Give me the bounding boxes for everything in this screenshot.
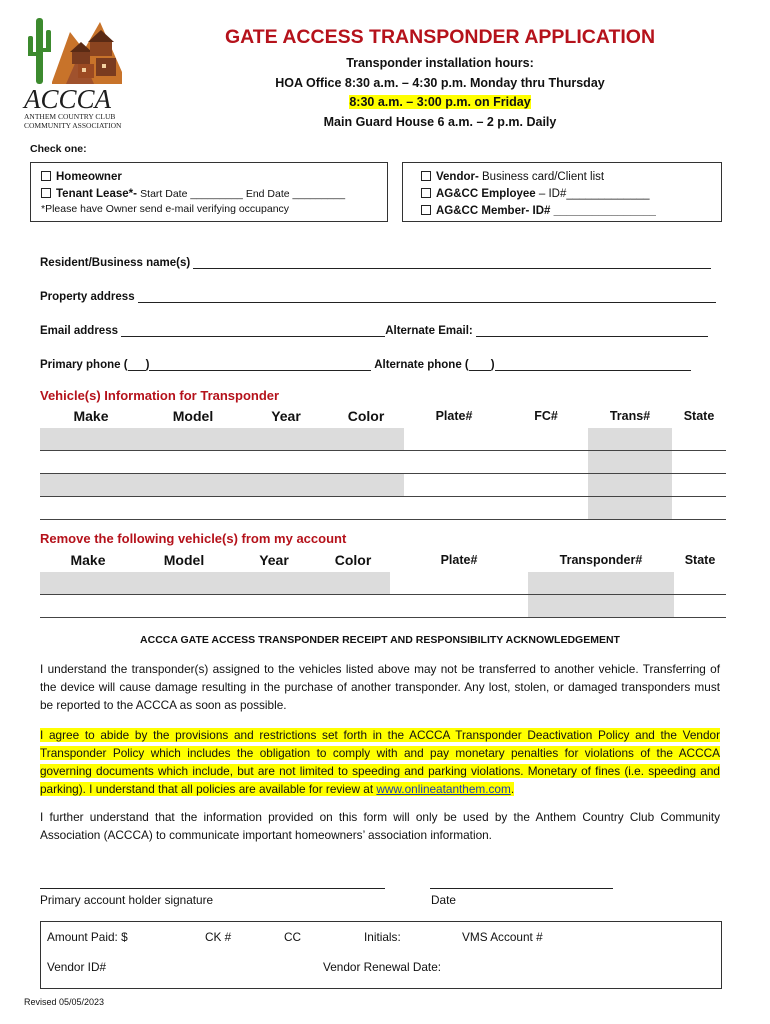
check-one-label: Check one: bbox=[30, 143, 87, 155]
tenant-note: *Please have Owner send e-mail verifying occupancy bbox=[41, 203, 290, 215]
homeowner-label: Homeowner bbox=[56, 171, 122, 183]
date-label: Date bbox=[431, 893, 456, 907]
end-date-field[interactable]: End Date _________ bbox=[242, 188, 346, 200]
vendor-renewal-label: Vendor Renewal Date: bbox=[323, 960, 442, 974]
vehicles-heading: Vehicle(s) Information for Transponder bbox=[40, 388, 280, 403]
resident-name-row bbox=[40, 256, 711, 269]
ck-label: CK # bbox=[205, 930, 232, 944]
col-state: State bbox=[683, 409, 715, 423]
acknowledgement-para-2 bbox=[40, 726, 720, 798]
employee-checkbox[interactable] bbox=[421, 188, 431, 198]
employee-label: AG&CC Employee bbox=[436, 188, 536, 200]
alt-phone-paren: ) bbox=[490, 359, 495, 371]
property-address-input[interactable] bbox=[138, 290, 716, 303]
primary-phone-input[interactable] bbox=[149, 358, 371, 371]
vehicles-header-row bbox=[40, 404, 726, 428]
start-date-field[interactable]: Start Date _________ bbox=[140, 188, 243, 200]
vendor-checkbox[interactable] bbox=[421, 171, 431, 181]
hours-line-2 bbox=[140, 93, 740, 113]
acknowledgement-title: ACCCA GATE ACCESS TRANSPONDER RECEIPT AND RESPONSIBILITY ACKNOWLEDGEMENT bbox=[140, 634, 620, 646]
employee-id-field[interactable]: – ID#_____________ bbox=[535, 188, 650, 200]
alt-phone-area-input[interactable] bbox=[469, 358, 491, 371]
vehicles-table bbox=[40, 404, 726, 520]
tenant-label: Tenant Lease bbox=[56, 188, 129, 200]
homeowner-checkbox[interactable] bbox=[41, 171, 51, 181]
col-fc: FC# bbox=[534, 409, 558, 423]
vendor-label: Vendor- bbox=[436, 171, 479, 183]
primary-phone-area-input[interactable] bbox=[128, 358, 146, 371]
resident-name-label: Resident/Business name(s) bbox=[40, 257, 191, 269]
form-title: GATE ACCESS TRANSPONDER APPLICATION bbox=[224, 26, 656, 48]
remove-col-plate: Plate# bbox=[440, 553, 478, 567]
para-2-end: . bbox=[510, 782, 515, 796]
acknowledgement-para-3: I further understand that the information provided on this form will only be used by the Anthem Country Club Community Association (ACCCA) to communicate important homeowners’ association information. bbox=[40, 810, 720, 842]
acknowledgement-para-1: I understand the transponder(s) assigned to the vehicles listed above may not be transferred to another vehicle. Transferring of the device will cause damage resulting in the purchase of another transponder. Any lost, stolen, or damaged transponders must be reported to the ACCCA as soon as possible. bbox=[40, 662, 720, 712]
table-row[interactable] bbox=[40, 474, 726, 497]
member-checkbox[interactable] bbox=[421, 205, 431, 215]
remove-col-state: State bbox=[684, 553, 716, 567]
col-color: Color bbox=[347, 408, 385, 424]
signature-line[interactable] bbox=[40, 888, 385, 889]
alt-phone-input[interactable] bbox=[495, 358, 691, 371]
table-row[interactable] bbox=[40, 451, 726, 474]
hours-title: Transponder installation hours: bbox=[346, 56, 534, 70]
member-id-field[interactable]: - ID# ________________ bbox=[525, 205, 656, 217]
alt-email-input[interactable] bbox=[476, 324, 708, 337]
para-2-text: I agree to abide by the provisions and restrictions set forth in the ACCCA Transponder Deactivation Policy and the Vendor Transponder Policy which includes the obligation to comply with and pay monetary penalties for violations of the ACCCA governing documents which include, but are not limited to speeding and parking violations. Monetary of fines (i.e. speeding and parking). I understand that all policies are available for review at bbox=[40, 728, 720, 796]
signature-label: Primary account holder signature bbox=[40, 893, 214, 907]
table-row[interactable] bbox=[40, 595, 726, 618]
phone-row bbox=[40, 358, 691, 371]
property-address-label: Property address bbox=[40, 291, 135, 303]
date-line[interactable] bbox=[430, 888, 613, 889]
logo-subtitle bbox=[24, 112, 121, 130]
email-label: Email address bbox=[40, 325, 118, 337]
tenant-checkbox[interactable] bbox=[41, 188, 51, 198]
vms-account-label: VMS Account # bbox=[462, 930, 543, 944]
hours-line-3: Main Guard House 6 a.m. – 2 p.m. Daily bbox=[323, 114, 557, 129]
primary-phone-label: Primary phone ( bbox=[40, 359, 128, 371]
hours-line-2-text: 8:30 a.m. – 3:00 p.m. on Friday bbox=[349, 95, 531, 109]
policies-link[interactable]: www.onlineatanthem.com bbox=[376, 782, 511, 796]
member-label: AG&CC Member bbox=[436, 205, 526, 217]
logo-sub-line1: ANTHEM COUNTRY CLUB bbox=[24, 112, 116, 121]
remove-col-model: Model bbox=[163, 552, 205, 568]
vendor-option[interactable] bbox=[421, 169, 656, 186]
col-trans: Trans# bbox=[609, 409, 651, 423]
initials-label: Initials: bbox=[364, 930, 401, 944]
email-input[interactable] bbox=[121, 324, 385, 337]
cc-label: CC bbox=[284, 930, 302, 944]
vendor-type-box bbox=[402, 162, 722, 222]
resident-name-input[interactable] bbox=[193, 256, 711, 269]
remove-col-transponder: Transponder# bbox=[559, 553, 643, 567]
installation-hours bbox=[140, 54, 740, 132]
remove-table bbox=[40, 548, 726, 618]
col-make: Make bbox=[73, 408, 109, 424]
revised-date: Revised 05/05/2023 bbox=[24, 997, 105, 1007]
vendor-note: Business card/Client list bbox=[478, 171, 605, 183]
office-use-box bbox=[40, 921, 722, 989]
vendor-id-label: Vendor ID# bbox=[47, 960, 107, 974]
amount-paid-label: Amount Paid: $ bbox=[47, 930, 128, 944]
table-row[interactable] bbox=[40, 497, 726, 520]
table-row[interactable] bbox=[40, 428, 726, 451]
email-row bbox=[40, 324, 708, 337]
remove-col-color: Color bbox=[334, 552, 372, 568]
col-year: Year bbox=[271, 408, 301, 424]
remove-col-year: Year bbox=[259, 552, 289, 568]
alt-phone-label: Alternate phone ( bbox=[374, 359, 469, 371]
col-model: Model bbox=[172, 408, 214, 424]
logo-sub-line2: COMMUNITY ASSOCIATION bbox=[24, 121, 122, 130]
col-plate: Plate# bbox=[435, 409, 473, 423]
resident-type-box bbox=[30, 162, 388, 222]
homeowner-option[interactable] bbox=[41, 169, 345, 186]
logo-text: ACCCA bbox=[24, 84, 112, 114]
remove-col-make: Make bbox=[70, 552, 106, 568]
table-row[interactable] bbox=[40, 572, 726, 595]
hours-line-1: HOA Office 8:30 a.m. – 4:30 p.m. Monday thru Thursday bbox=[275, 75, 605, 90]
primary-phone-paren: ) bbox=[145, 359, 150, 371]
remove-heading: Remove the following vehicle(s) from my account bbox=[40, 531, 347, 546]
remove-header-row bbox=[40, 548, 726, 572]
property-address-row bbox=[40, 290, 716, 303]
alt-email-label: Alternate Email: bbox=[385, 325, 473, 337]
member-option[interactable] bbox=[421, 203, 656, 220]
tenant-star: *- bbox=[128, 188, 141, 200]
employee-option[interactable] bbox=[421, 186, 656, 203]
